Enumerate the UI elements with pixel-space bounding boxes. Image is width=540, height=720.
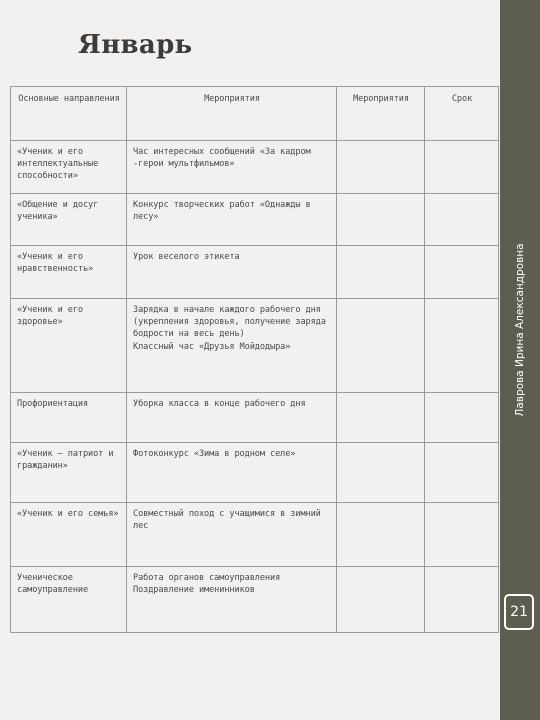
cell-deadline xyxy=(425,299,499,393)
cell-direction: «Ученик и его нравственность» xyxy=(11,246,127,299)
cell-event: Час интересных сообщений «За кадром -герои мультфильмов» xyxy=(127,141,337,194)
cell-event: Совместный поход с учащимися в зимний лес xyxy=(127,503,337,567)
cell-direction: «Ученик – патриот и гражданин» xyxy=(11,443,127,503)
cell-deadline xyxy=(425,194,499,246)
table-row xyxy=(11,299,499,393)
table-header-row xyxy=(11,87,499,141)
cell-direction: Профориентация xyxy=(11,393,127,443)
table-row xyxy=(11,567,499,633)
cell-direction: Ученическое самоуправление xyxy=(11,567,127,633)
cell-direction: «Ученик и его здоровье» xyxy=(11,299,127,393)
cell-event-2 xyxy=(337,503,425,567)
cell-event: Зарядка в начале каждого рабочего дня (укрепления здоровья, получение заряда бодрости на весь день) Классный час «Друзья Мойдодыра» xyxy=(127,299,337,393)
plan-table xyxy=(10,86,499,633)
cell-event: Уборка класса в конце рабочего дня xyxy=(127,393,337,443)
header-events: Мероприятия xyxy=(127,87,337,141)
cell-deadline xyxy=(425,246,499,299)
page-number: 21 xyxy=(510,604,528,620)
page-title: Январь xyxy=(78,30,193,60)
table-row xyxy=(11,194,499,246)
page-number-badge xyxy=(504,594,534,630)
header-deadline: Срок xyxy=(425,87,499,141)
cell-deadline xyxy=(425,393,499,443)
cell-event-2 xyxy=(337,141,425,194)
header-events-2: Мероприятия xyxy=(337,87,425,141)
cell-direction: «Ученик и его интеллектуальные способности» xyxy=(11,141,127,194)
cell-deadline xyxy=(425,141,499,194)
cell-direction: «Общение и досуг ученика» xyxy=(11,194,127,246)
cell-event-2 xyxy=(337,299,425,393)
cell-deadline xyxy=(425,567,499,633)
cell-event-2 xyxy=(337,567,425,633)
table-row xyxy=(11,503,499,567)
header-directions: Основные направления xyxy=(11,87,127,141)
author-name: Лаврова Ирина Александровна xyxy=(514,243,526,417)
cell-deadline xyxy=(425,503,499,567)
cell-event-2 xyxy=(337,443,425,503)
table-row xyxy=(11,393,499,443)
cell-direction: «Ученик и его семья» xyxy=(11,503,127,567)
cell-event-2 xyxy=(337,194,425,246)
cell-event: Фотоконкурс «Зима в родном селе» xyxy=(127,443,337,503)
cell-event-2 xyxy=(337,393,425,443)
table-row xyxy=(11,141,499,194)
cell-event: Конкурс творческих работ «Однажды в лесу» xyxy=(127,194,337,246)
cell-deadline xyxy=(425,443,499,503)
cell-event: Урок веселого этикета xyxy=(127,246,337,299)
cell-event-2 xyxy=(337,246,425,299)
table-row xyxy=(11,443,499,503)
cell-event: Работа органов самоуправления Поздравление именинников xyxy=(127,567,337,633)
table-row xyxy=(11,246,499,299)
